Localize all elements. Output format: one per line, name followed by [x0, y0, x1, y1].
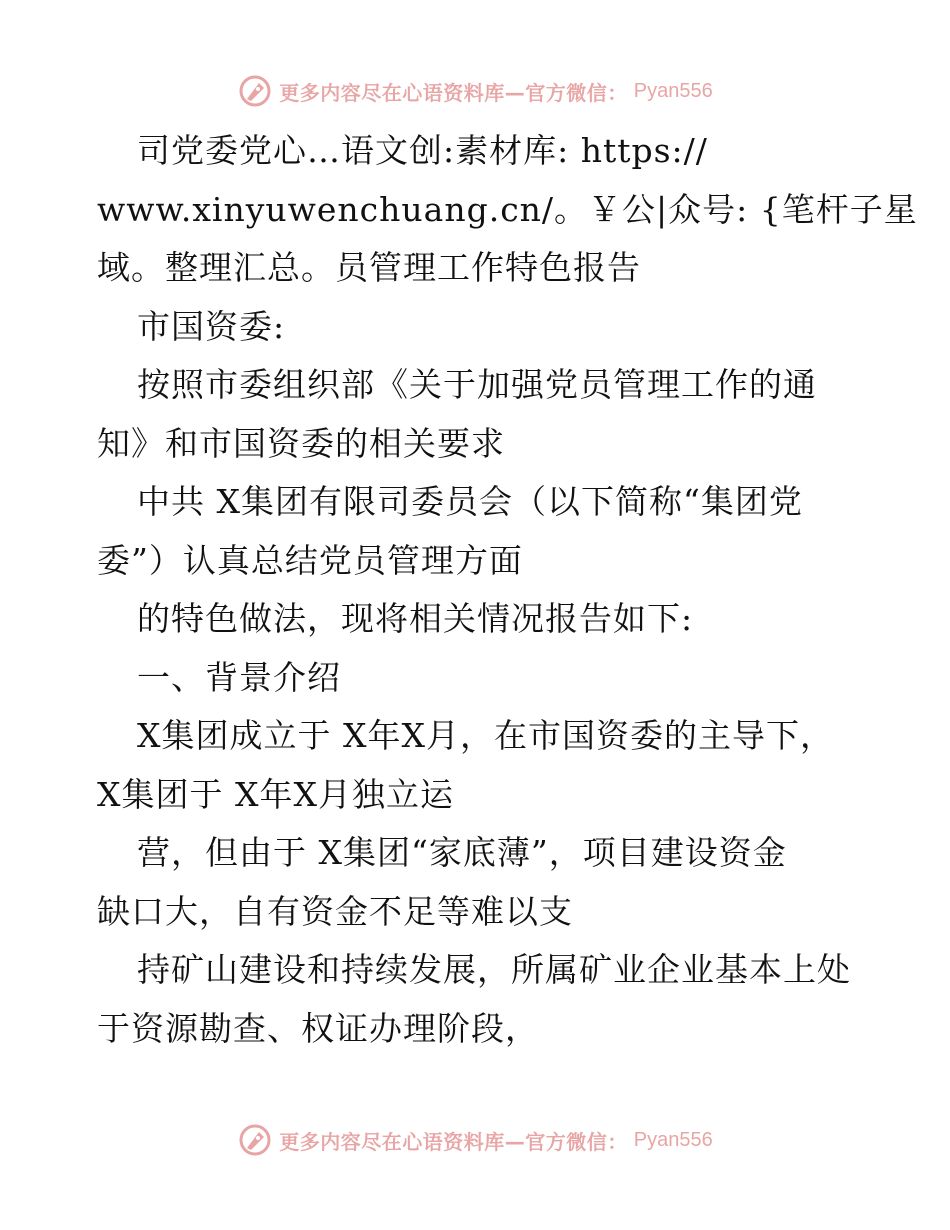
- text-line: X集团成立于 X年X月，在市国资委的主导下，: [137, 716, 834, 755]
- watermark-text: 更多内容尽在心语资料库—官方微信：: [279, 80, 628, 105]
- text-line: 市国资委:: [137, 306, 286, 346]
- text-line: 的特色做法，现将相关情况报告如下:: [137, 599, 694, 638]
- pen-nib-icon: [237, 73, 273, 109]
- text-line: 中共 X集团有限司委员会（以下简称“集团党: [137, 482, 803, 521]
- text-line: 知》和市国资委的相关要求: [97, 423, 505, 463]
- section-heading: 一、背景介绍: [137, 657, 341, 697]
- text-line: 委”）认真总结党员管理方面: [97, 540, 523, 580]
- text-line: 于资源勘查、权证办理阶段，: [97, 1008, 539, 1048]
- text-line: 域。整理汇总。员管理工作特色报告: [97, 248, 641, 287]
- text-line: 缺口大，自有资金不足等难以支: [97, 891, 573, 931]
- text-line: 营，但由于 X集团“家底薄”，项目建设资金: [137, 833, 787, 872]
- watermark-contact: Pyan556: [633, 79, 713, 102]
- footer-watermark: [0, 1120, 950, 1160]
- header-watermark: [0, 71, 950, 111]
- text-line: 持矿山建设和持续发展，所属矿业企业基本上处: [137, 950, 851, 989]
- text-line: 按照市委组织部《关于加强党员管理工作的通: [137, 365, 817, 404]
- document-body: [97, 122, 918, 1058]
- watermark-text: 更多内容尽在心语资料库—官方微信：: [279, 1129, 628, 1154]
- text-line: X集团于 X年X月独立运: [97, 774, 454, 814]
- watermark-contact: Pyan556: [633, 1128, 713, 1151]
- pen-nib-icon: [237, 1122, 273, 1158]
- text-line: 司党委党心…语文创:素材库: https://: [137, 131, 708, 170]
- text-line: www.xinyuwenchuang.cn/。￥公|众号: {笔杆子星: [97, 189, 918, 229]
